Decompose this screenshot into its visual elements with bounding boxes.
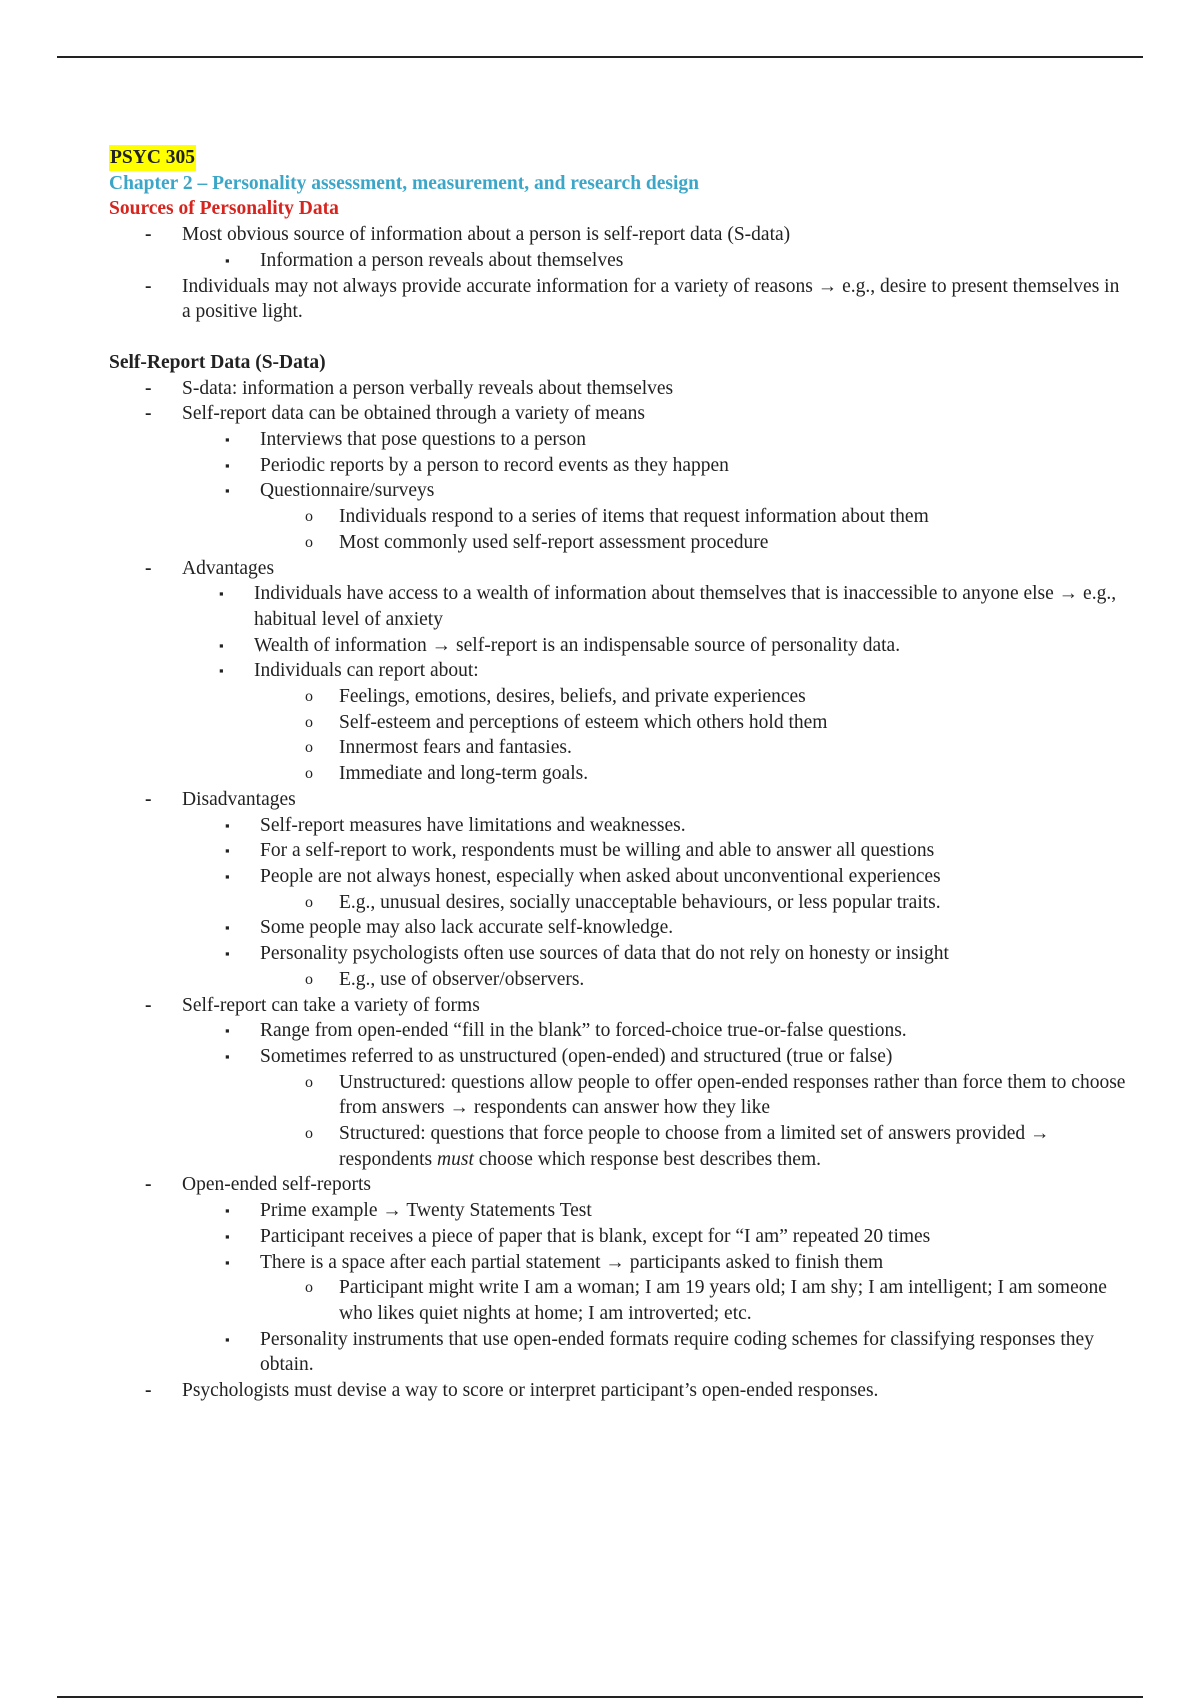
square-bullet: ▪ bbox=[225, 1203, 230, 1219]
list-item: ▪ Some people may also lack accurate self-knowledge. bbox=[109, 915, 1129, 941]
square-bullet: ▪ bbox=[225, 1331, 230, 1347]
chapter-title: Chapter 2 – Personality assessment, measurement, and research design bbox=[109, 172, 700, 194]
list-item: ▪ Periodic reports by a person to record events as they happen bbox=[109, 453, 1129, 479]
square-bullet: ▪ bbox=[225, 1254, 230, 1270]
list-item: o Self-esteem and perceptions of esteem which others hold them bbox=[109, 710, 1129, 736]
list-item: ▪ Prime example → Twenty Statements Test bbox=[109, 1198, 1129, 1224]
list-item: o Immediate and long-term goals. bbox=[109, 761, 1129, 787]
dash-bullet: - bbox=[145, 557, 152, 579]
list-item: o Innermost fears and fantasies. bbox=[109, 735, 1129, 761]
dash-bullet: - bbox=[145, 994, 152, 1016]
list-item: ▪ There is a space after each partial statement → participants asked to finish them bbox=[109, 1250, 1129, 1276]
circle-bullet: o bbox=[305, 508, 313, 526]
document-body bbox=[109, 145, 1129, 1404]
circle-bullet: o bbox=[305, 688, 313, 706]
list-item: - Psychologists must devise a way to score or interpret participant’s open-ended responses. bbox=[109, 1378, 1129, 1404]
square-bullet: ▪ bbox=[225, 1048, 230, 1064]
list-item: ▪ Individuals can report about: bbox=[109, 658, 1129, 684]
list-item: o Structured: questions that force people to choose from a limited set of answers provided → respondents must choose which response best describes them. bbox=[305, 1123, 1050, 1170]
dash-bullet: - bbox=[145, 1174, 152, 1196]
square-bullet: ▪ bbox=[219, 586, 224, 602]
circle-bullet: o bbox=[305, 1279, 313, 1297]
list-item: - Disadvantages bbox=[109, 787, 1129, 813]
square-bullet: ▪ bbox=[225, 920, 230, 936]
list-item: - Individuals may not always provide accurate information for a variety of reasons → e.g., desire to present themselves in a positive light. bbox=[145, 275, 1120, 323]
dash-bullet: - bbox=[145, 788, 152, 810]
circle-bullet: o bbox=[305, 533, 313, 551]
circle-bullet: o bbox=[305, 765, 313, 783]
list-item: - Self-report data can be obtained through a variety of means bbox=[109, 401, 1129, 427]
list-item: o Unstructured: questions allow people to offer open-ended responses rather than force them to choose from answers → respondents can answer how they like bbox=[305, 1071, 1126, 1119]
list-item: ▪ Sometimes referred to as unstructured (open-ended) and structured (true or false) bbox=[109, 1044, 1129, 1070]
list-item: ▪ Information a person reveals about themselves bbox=[109, 248, 1129, 274]
emphasis-must: must bbox=[437, 1148, 474, 1170]
list-item: ▪ Interviews that pose questions to a person bbox=[109, 427, 1129, 453]
list-item: ▪ Wealth of information → self-report is an indispensable source of personality data. bbox=[109, 633, 1129, 659]
list-item: o Most commonly used self-report assessment procedure bbox=[109, 530, 1129, 556]
list-item: ▪ Personality psychologists often use sources of data that do not rely on honesty or insight bbox=[109, 941, 1129, 967]
square-bullet: ▪ bbox=[225, 817, 230, 833]
square-bullet: ▪ bbox=[225, 843, 230, 859]
dash-bullet: - bbox=[145, 403, 152, 425]
top-rule bbox=[57, 56, 1143, 58]
section-heading: Self-Report Data (S-Data) bbox=[109, 351, 326, 373]
list-item: - Advantages bbox=[109, 556, 1129, 582]
circle-bullet: o bbox=[305, 713, 313, 731]
list-item: ▪ For a self-report to work, respondents must be willing and able to answer all questions bbox=[109, 838, 1129, 864]
dash-bullet: - bbox=[145, 377, 152, 399]
square-bullet: ▪ bbox=[219, 637, 224, 653]
course-code bbox=[109, 145, 1129, 171]
list-item: ▪ Individuals have access to a wealth of information about themselves that is inaccessible to anyone else → e.g., habitual level of anxiety bbox=[219, 583, 1117, 630]
square-bullet: ▪ bbox=[225, 946, 230, 962]
list-item: ▪ People are not always honest, especially when asked about unconventional experiences bbox=[109, 864, 1129, 890]
square-bullet: ▪ bbox=[225, 432, 230, 448]
circle-bullet: o bbox=[305, 970, 313, 988]
square-bullet: ▪ bbox=[225, 868, 230, 884]
bottom-rule bbox=[57, 1696, 1143, 1698]
list-item: o Participant might write I am a woman; I am 19 years old; I am shy; I am intelligent; I am someone who likes quiet nights at home; I am introverted; etc. bbox=[305, 1277, 1107, 1324]
sources-heading: Sources of Personality Data bbox=[109, 198, 339, 220]
square-bullet: ▪ bbox=[225, 1228, 230, 1244]
dash-bullet: - bbox=[145, 1380, 152, 1402]
list-item: ▪ Questionnaire/surveys bbox=[109, 478, 1129, 504]
circle-bullet: o bbox=[305, 739, 313, 757]
list-item: - S-data: information a person verbally reveals about themselves bbox=[109, 376, 1129, 402]
dash-bullet: - bbox=[145, 224, 152, 246]
square-bullet: ▪ bbox=[225, 457, 230, 473]
list-item: - Open-ended self-reports bbox=[109, 1172, 1129, 1198]
circle-bullet: o bbox=[305, 893, 313, 911]
circle-bullet: o bbox=[305, 1125, 313, 1143]
circle-bullet: o bbox=[305, 1073, 313, 1091]
list-item: ▪ Range from open-ended “fill in the blank” to forced-choice true-or-false questions. bbox=[109, 1018, 1129, 1044]
square-bullet: ▪ bbox=[219, 663, 224, 679]
square-bullet: ▪ bbox=[225, 252, 230, 268]
list-item: o E.g., use of observer/observers. bbox=[109, 967, 1129, 993]
list-item: - Self-report can take a variety of forms bbox=[109, 993, 1129, 1019]
list-item: o E.g., unusual desires, socially unacceptable behaviours, or less popular traits. bbox=[109, 890, 1129, 916]
list-item: ▪ Participant receives a piece of paper that is blank, except for “I am” repeated 20 times bbox=[109, 1224, 1129, 1250]
list-item: - Most obvious source of information about a person is self-report data (S-data) bbox=[109, 222, 1129, 248]
list-item: o Feelings, emotions, desires, beliefs, and private experiences bbox=[109, 684, 1129, 710]
course-highlight: PSYC 305 bbox=[109, 145, 196, 171]
dash-bullet: - bbox=[145, 275, 152, 297]
list-item: ▪ Self-report measures have limitations and weaknesses. bbox=[109, 813, 1129, 839]
list-item: o Individuals respond to a series of items that request information about them bbox=[109, 504, 1129, 530]
square-bullet: ▪ bbox=[225, 483, 230, 499]
square-bullet: ▪ bbox=[225, 1023, 230, 1039]
list-item: ▪ Personality instruments that use open-ended formats require coding schemes for classifying responses they obtain. bbox=[225, 1328, 1094, 1376]
